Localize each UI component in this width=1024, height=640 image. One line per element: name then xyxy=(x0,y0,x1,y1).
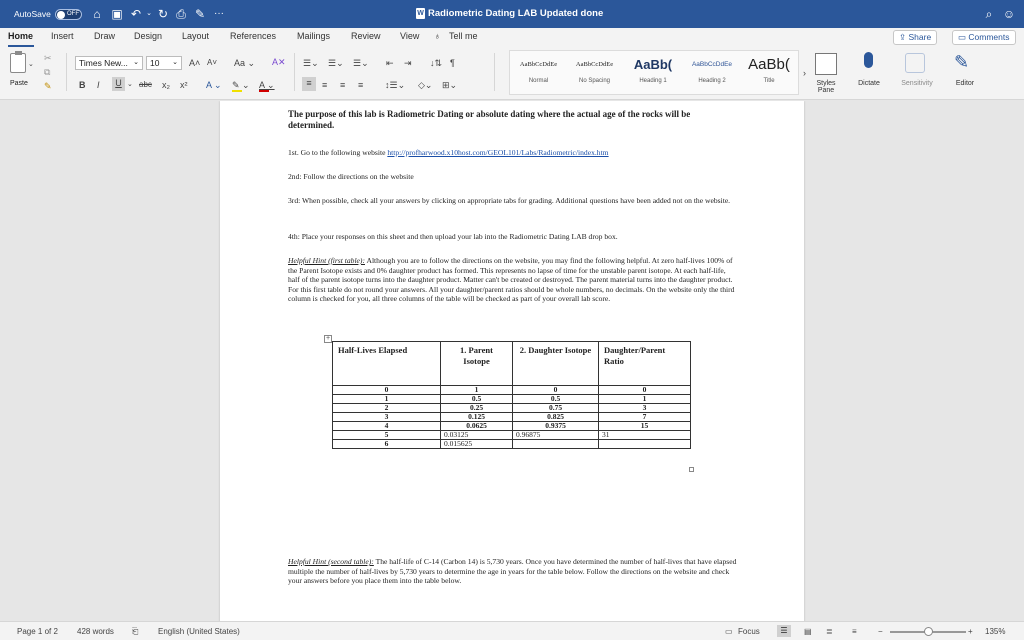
format-painter-icon[interactable]: ✎ xyxy=(194,7,206,21)
microphone-icon[interactable] xyxy=(864,52,873,68)
text-effects-icon[interactable]: A ⌄ xyxy=(206,80,222,90)
copy-icon[interactable]: ⧉ xyxy=(44,67,51,77)
title-bar xyxy=(0,0,1024,28)
cell[interactable]: 0.25 xyxy=(441,404,513,413)
style-label: No Spacing xyxy=(578,78,611,84)
style-label: Normal xyxy=(528,78,549,84)
hint-2-text: The half-life of C-14 (Carbon 14) is 5,730 years. Once you have determined the number of half-lives that have elapsed multiple the number of half-lives by 5,730 years to determine the age in years for the table below. Follow the directions on the website and check your answers before you place them into the table below. xyxy=(288,557,737,586)
chevron-down-icon: ⌄ xyxy=(172,59,178,66)
search-icon[interactable]: ⌕ xyxy=(985,7,993,21)
cell[interactable]: 0.125 xyxy=(441,413,513,422)
status-bar xyxy=(0,621,1024,640)
tab-layout[interactable]: Layout xyxy=(182,31,210,41)
styles-scroll-icon[interactable]: › xyxy=(803,68,806,78)
subscript-button[interactable]: x₂ xyxy=(162,80,170,90)
word-count[interactable]: 428 words xyxy=(77,627,114,636)
table-move-handle-icon[interactable]: + xyxy=(325,335,331,342)
strikethrough-button[interactable]: abc xyxy=(139,80,152,89)
align-left-icon[interactable]: ≡ xyxy=(302,77,316,91)
share-label: Share xyxy=(908,32,932,42)
style-preview: AaBbCcDdEe xyxy=(519,61,558,68)
highlight-swatch xyxy=(232,90,242,92)
step-4: 4th: Place your responses on this sheet and then upload your lab into the Radiometric Dating LAB drop box. xyxy=(288,232,618,241)
header-parent: 1. Parent Isotope xyxy=(441,342,513,386)
italic-button[interactable]: I xyxy=(97,80,100,90)
style-heading-2[interactable] xyxy=(685,47,739,94)
autosave-toggle[interactable] xyxy=(55,9,82,20)
hint-2-label: Helpful Hint (second table): xyxy=(288,557,374,566)
decrease-indent-icon[interactable]: ⇤ xyxy=(386,58,394,68)
style-label: Heading 2 xyxy=(698,78,726,84)
styles-pane-icon[interactable] xyxy=(815,53,837,75)
document-title[interactable]: Radiometric Dating LAB Updated done xyxy=(428,8,604,19)
editor-icon[interactable]: ✎ xyxy=(954,52,970,72)
grow-font-icon[interactable]: A˄ xyxy=(189,58,201,68)
shrink-font-icon[interactable]: A˅ xyxy=(207,58,218,67)
cell[interactable]: 4 xyxy=(333,422,441,431)
cell[interactable]: 0.03125 xyxy=(441,431,513,440)
word-doc-icon: W xyxy=(417,10,424,17)
cell[interactable]: 31 xyxy=(599,431,691,440)
step-1 xyxy=(288,148,738,158)
tab-view[interactable]: View xyxy=(400,31,420,41)
line-spacing-icon[interactable]: ↕☰⌄ xyxy=(385,80,406,90)
paste-dropdown-icon[interactable]: ⌄ xyxy=(28,61,34,68)
redo-icon[interactable]: ↻ xyxy=(157,7,169,21)
cell[interactable]: 15 xyxy=(599,422,691,431)
toggle-knob xyxy=(57,11,65,19)
style-preview: AaBb( xyxy=(633,57,673,72)
cell[interactable] xyxy=(513,440,599,449)
zoom-slider-thumb[interactable] xyxy=(924,627,933,636)
cell[interactable]: 2 xyxy=(333,404,441,413)
cell[interactable]: 0.9375 xyxy=(513,422,599,431)
hint-1-label: Helpful Hint (first table): xyxy=(288,256,365,265)
step-3: 3rd: When possible, check all your answers by clicking on appropriate tabs for grading. Additional questions have been added not on the website. xyxy=(288,196,731,205)
clipboard-clip xyxy=(15,51,22,55)
comments-button[interactable] xyxy=(952,30,1016,45)
zoom-level[interactable]: 135% xyxy=(985,627,1006,636)
chevron-down-icon: ⌄ xyxy=(133,59,139,66)
table-resize-handle[interactable] xyxy=(689,467,694,472)
style-normal[interactable] xyxy=(513,47,564,94)
zoom-slider-track[interactable] xyxy=(890,631,966,633)
dictate-label: Dictate xyxy=(858,80,880,87)
cell[interactable]: 1 xyxy=(333,395,441,404)
focus-label[interactable]: Focus xyxy=(738,627,760,636)
zoom-out-icon[interactable]: − xyxy=(878,627,883,636)
separator xyxy=(494,53,495,91)
justify-icon[interactable]: ≡ xyxy=(358,80,364,90)
sensitivity-label: Sensitivity xyxy=(901,80,933,87)
change-case-button[interactable]: Aa ⌄ xyxy=(234,58,256,68)
paste-icon[interactable] xyxy=(10,53,26,73)
style-preview: AaBb( xyxy=(748,56,790,73)
language[interactable]: English (United States) xyxy=(158,627,240,636)
cell[interactable] xyxy=(599,440,691,449)
step-1-text: 1st. Go to the following website xyxy=(288,148,388,157)
cell[interactable]: 7 xyxy=(599,413,691,422)
font-color-swatch xyxy=(259,90,269,92)
account-icon[interactable]: ☺ xyxy=(1002,7,1016,21)
cell[interactable]: 5 xyxy=(333,431,441,440)
font-color-icon[interactable]: A ⌄ xyxy=(259,80,275,90)
cell[interactable]: 0.0625 xyxy=(441,422,513,431)
underline-button[interactable]: U xyxy=(112,77,125,91)
tab-home[interactable]: Home xyxy=(8,31,34,41)
tab-references[interactable]: References xyxy=(230,31,277,41)
focus-icon[interactable]: ▭ xyxy=(725,627,733,636)
styles-pane-label: Styles Pane xyxy=(816,80,836,94)
bullets-icon[interactable]: ☰⌄ xyxy=(303,58,319,68)
zoom-in-icon[interactable]: + xyxy=(968,627,973,636)
cell[interactable]: 3 xyxy=(333,413,441,422)
half-life-table xyxy=(332,341,691,449)
header-half-lives: Half-Lives Elapsed xyxy=(333,342,441,386)
autosave-state: OFF xyxy=(67,11,79,17)
table-row[interactable] xyxy=(333,440,691,449)
paste-label: Paste xyxy=(10,80,28,87)
sort-icon[interactable]: ↓⇅ xyxy=(430,58,443,68)
document-canvas xyxy=(0,101,1024,621)
bold-button[interactable]: B xyxy=(79,80,86,90)
outline-icon[interactable]: ≣ xyxy=(826,627,833,636)
style-no-spacing[interactable] xyxy=(569,47,620,94)
font-size-value: 10 xyxy=(150,58,160,68)
draft-icon[interactable]: ≡ xyxy=(852,627,857,636)
cell[interactable]: 0.5 xyxy=(513,395,599,404)
print-icon[interactable]: ⎙ xyxy=(176,7,186,21)
style-heading-1[interactable] xyxy=(625,47,681,94)
paragraph-mark-icon[interactable]: ¶ xyxy=(450,58,455,68)
table-header-row xyxy=(333,342,691,386)
print-layout-icon[interactable]: ☰ xyxy=(777,625,791,637)
style-title[interactable] xyxy=(743,47,795,94)
autosave-label: AutoSave xyxy=(14,9,51,19)
comments-label: Comments xyxy=(968,32,1010,42)
shading-icon[interactable]: ◇⌄ xyxy=(418,80,433,90)
align-right-icon[interactable]: ≡ xyxy=(340,80,346,90)
header-ratio: Daughter/Parent Ratio xyxy=(599,342,691,386)
cell[interactable]: 1 xyxy=(441,386,513,395)
hint-1 xyxy=(288,256,738,304)
style-preview: AaBbCcDdEe xyxy=(691,61,733,68)
cell[interactable]: 0 xyxy=(333,386,441,395)
tab-draw[interactable]: Draw xyxy=(94,31,116,41)
numbering-icon[interactable]: ☰⌄ xyxy=(328,58,344,68)
document-page[interactable] xyxy=(220,101,804,621)
tab-review[interactable]: Review xyxy=(351,31,381,41)
align-center-icon[interactable]: ≡ xyxy=(322,80,328,90)
sensitivity-icon[interactable] xyxy=(905,53,925,73)
tab-mailings[interactable]: Mailings xyxy=(297,31,331,41)
highlight-icon[interactable]: ✎ ⌄ xyxy=(232,80,250,90)
increase-indent-icon[interactable]: ⇥ xyxy=(404,58,412,68)
underline-dropdown-icon[interactable]: ⌄ xyxy=(127,81,133,88)
separator xyxy=(294,53,295,91)
tell-me-search[interactable]: Tell me xyxy=(449,31,478,41)
hint-1-text: Although you are to follow the directions on the website, you may find the following helpful. At zero half-lives 100% of the Parent Isotope exists and 0% daughter product has formed. This represents no lapse of time for the unstable parent isotope. At each half-life, half of the parent isotope turns into the daughter product. Matter can't be created or destroyed. The parent material turns into the daughter product. For this first table do not round your answers. All your daughter/parent ratios should be whole numbers, no decimals. On the website only the third column is checked for you, all three columns of the table will be checked as part of your overall lab score. xyxy=(288,256,735,304)
comment-icon: ▭ xyxy=(958,32,969,42)
undo-icon[interactable]: ↶ xyxy=(130,7,142,21)
superscript-button[interactable]: x² xyxy=(180,80,188,90)
cell[interactable]: 0.015625 xyxy=(441,440,513,449)
share-button[interactable] xyxy=(893,30,937,45)
website-link[interactable]: http://profharwood.x10host.com/GEOL101/Labs/Radiometric/index.htm xyxy=(387,148,609,157)
format-painter-brush-icon[interactable]: ✎ xyxy=(44,81,52,91)
borders-icon[interactable]: ⊞⌄ xyxy=(442,80,458,90)
cell[interactable]: 1 xyxy=(599,395,691,404)
proofing-icon[interactable]: ⎗ xyxy=(132,627,139,636)
cut-icon[interactable]: ✂ xyxy=(44,53,52,63)
tab-design[interactable]: Design xyxy=(134,31,163,41)
web-layout-icon[interactable]: ▤ xyxy=(804,627,812,636)
cell[interactable]: 0 xyxy=(599,386,691,395)
cell[interactable]: 0.96875 xyxy=(513,431,599,440)
multilevel-list-icon[interactable]: ☰⌄ xyxy=(353,58,369,68)
style-label: Title xyxy=(763,78,775,84)
cell[interactable]: 0 xyxy=(513,386,599,395)
style-label: Heading 1 xyxy=(639,78,667,84)
editor-label: Editor xyxy=(955,80,975,87)
undo-dropdown-icon[interactable]: ⌄ xyxy=(146,10,152,17)
purpose-paragraph: The purpose of this lab is Radiometric Dating or absolute dating where the actual age of the rocks will be determined. xyxy=(288,109,691,130)
tab-insert[interactable]: Insert xyxy=(51,31,74,41)
font-name-value: Times New... xyxy=(79,58,128,68)
change-case-label: Aa xyxy=(234,58,246,68)
font-name-select[interactable] xyxy=(75,56,143,70)
page-count[interactable]: Page 1 of 2 xyxy=(17,627,58,636)
cell[interactable]: 0.5 xyxy=(441,395,513,404)
cell[interactable]: 0.75 xyxy=(513,404,599,413)
step-2: 2nd: Follow the directions on the website xyxy=(288,172,414,181)
lightbulb-icon: ♁ xyxy=(434,31,441,41)
header-daughter: 2. Daughter Isotope xyxy=(513,342,599,386)
more-commands-icon[interactable]: ··· xyxy=(214,8,224,19)
save-icon[interactable]: ▣ xyxy=(111,7,123,21)
clear-formatting-icon[interactable]: A✕ xyxy=(272,57,286,67)
cell[interactable]: 6 xyxy=(333,440,441,449)
cell[interactable]: 3 xyxy=(599,404,691,413)
cell[interactable]: 0.825 xyxy=(513,413,599,422)
separator xyxy=(66,53,67,91)
style-preview: AaBbCcDdEe xyxy=(575,61,614,68)
font-size-select[interactable] xyxy=(146,56,182,70)
share-icon: ⇪ xyxy=(899,32,909,42)
hint-2 xyxy=(288,557,738,586)
ribbon xyxy=(0,47,1024,100)
home-icon[interactable]: ⌂ xyxy=(93,7,101,21)
ribbon-tabs xyxy=(0,28,1024,47)
